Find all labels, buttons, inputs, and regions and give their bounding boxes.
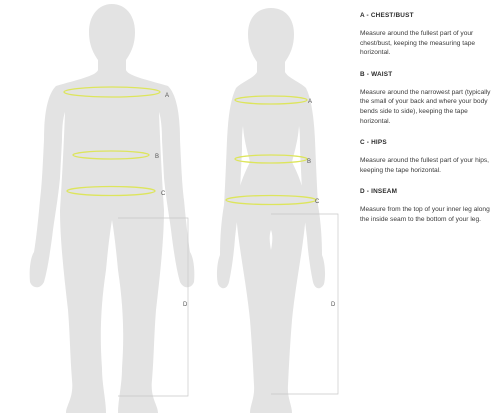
legend-description: Measure from the top of your inner leg along the inside seam to the bottom of your leg.	[360, 206, 490, 223]
male-figure	[30, 4, 195, 413]
female-silhouette	[217, 8, 325, 413]
female-figure	[217, 8, 338, 413]
male-waist-label: B	[155, 154, 160, 160]
legend-item-hips	[360, 139, 496, 175]
legend-title: B - WAIST	[360, 70, 393, 78]
legend-item-waist	[360, 71, 496, 126]
male-chest-label: A	[165, 93, 170, 99]
legend-title: D - INSEAM	[360, 188, 398, 196]
measurement-legend	[360, 12, 496, 238]
male-inseam-label: D	[183, 302, 188, 308]
legend-description: Measure around the fullest part of your hips, keeping the tape horizontal.	[360, 157, 490, 174]
legend-description: Measure around the fullest part of your chest/bust, keeping the measuring tape horizontal.	[360, 30, 476, 57]
male-hips-label: C	[161, 191, 166, 197]
legend-item-chest	[360, 12, 496, 58]
female-hips-label: C	[315, 199, 320, 205]
legend-item-inseam	[360, 188, 496, 224]
female-chest-label: A	[308, 99, 313, 105]
female-waist-label: B	[307, 159, 312, 165]
legend-title: C - HIPS	[360, 139, 387, 147]
legend-description: Measure around the narrowest part (typically the small of your back and where your body bends side to side), keeping the tape horizontal.	[360, 88, 491, 125]
female-inseam-label: D	[331, 302, 336, 308]
legend-title: A - CHEST/BUST	[360, 12, 414, 19]
male-silhouette	[30, 4, 195, 413]
